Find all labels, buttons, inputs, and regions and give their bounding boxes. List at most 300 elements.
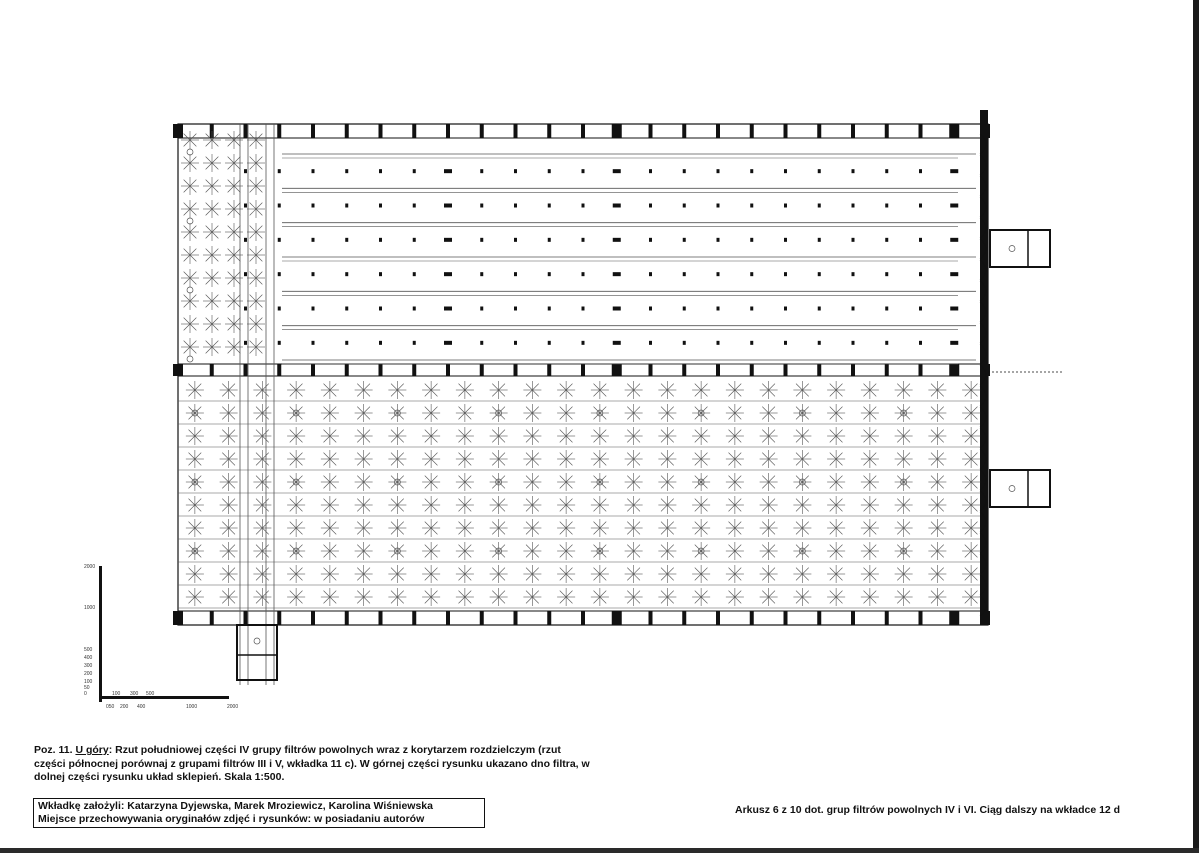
vault-rib [222, 528, 228, 534]
vault-rib [465, 482, 471, 488]
vault-rib [735, 482, 741, 488]
vault-rib [560, 505, 566, 511]
vault-rib [364, 522, 370, 528]
vault-rib [431, 482, 437, 488]
vault-rib [560, 476, 566, 482]
vault-rib [729, 430, 735, 436]
vault-rib [735, 568, 741, 574]
vault-rib [212, 255, 218, 261]
pier [716, 611, 720, 625]
vault-rib [769, 551, 775, 557]
vault-rib [836, 551, 842, 557]
vault-rib [661, 453, 667, 459]
vault-rib [769, 453, 775, 459]
vault-rib [864, 453, 870, 459]
pier [379, 364, 383, 376]
vault-rib [206, 180, 212, 186]
vault-rib [735, 591, 741, 597]
vault-rib [627, 459, 633, 465]
vault-rib [762, 407, 768, 413]
vault-rib [290, 574, 296, 580]
vault-rib [796, 430, 802, 436]
vault-rib [465, 591, 471, 597]
vault-rib [229, 482, 235, 488]
vault-rib [802, 574, 808, 580]
pier [649, 364, 653, 376]
vault-rib [465, 476, 471, 482]
annex-room [237, 625, 277, 680]
vault-rib [256, 255, 262, 261]
vault-rib [256, 568, 262, 574]
vault-rib [634, 459, 640, 465]
pier [784, 611, 788, 625]
channel-marker [244, 307, 247, 311]
vault-rib [667, 499, 673, 505]
vault-rib [499, 390, 505, 396]
vault-rib [465, 407, 471, 413]
vault-rib [256, 505, 262, 511]
vault-rib [526, 528, 532, 534]
vault-rib [971, 597, 977, 603]
vault-rib [796, 453, 802, 459]
vault-rib [212, 341, 218, 347]
vault-rib [971, 574, 977, 580]
vault-rib [357, 459, 363, 465]
vault-rib [762, 482, 768, 488]
vault-rib [189, 430, 195, 436]
channel-marker [480, 169, 483, 173]
vault-rib [695, 430, 701, 436]
vault-rib [425, 390, 431, 396]
vault-rib [290, 568, 296, 574]
channel-marker [480, 341, 483, 345]
vault-rib [526, 384, 532, 390]
vault-rib [330, 522, 336, 528]
vault-rib [290, 591, 296, 597]
vault-rib [459, 476, 465, 482]
vault-rib [465, 522, 471, 528]
vault-rib [459, 597, 465, 603]
vault-rib [661, 505, 667, 511]
vault-rib [904, 430, 910, 436]
vault-rib [729, 453, 735, 459]
vault-rib [701, 436, 707, 442]
channel-marker [950, 169, 958, 173]
vault-rib [190, 249, 196, 255]
vault-rib [228, 209, 234, 215]
vault-rib [195, 528, 201, 534]
vault-rib [256, 157, 262, 163]
vault-rib [290, 384, 296, 390]
vault-rib [796, 522, 802, 528]
scale-label: 100 [112, 691, 121, 697]
pier [817, 611, 821, 625]
vault-rib [206, 157, 212, 163]
pier [949, 124, 959, 138]
vault-rib [560, 574, 566, 580]
pier [784, 124, 788, 138]
channel-marker [649, 204, 652, 208]
vault-rib [931, 453, 937, 459]
vault-rib [431, 597, 437, 603]
vault-rib [206, 209, 212, 215]
vault-rib [830, 551, 836, 557]
vault-rib [222, 574, 228, 580]
vault-rib [256, 272, 262, 278]
vault-rib [937, 522, 943, 528]
vault-rib [769, 591, 775, 597]
vault-rib [532, 476, 538, 482]
vault-rib [296, 591, 302, 597]
vault-rib [234, 249, 240, 255]
vault-rib [661, 528, 667, 534]
vault-rib [729, 591, 735, 597]
vault-rib [864, 545, 870, 551]
vault-rib [364, 453, 370, 459]
vault-rib [566, 597, 572, 603]
vault-rib [729, 459, 735, 465]
vault-rib [904, 436, 910, 442]
vault-rib [566, 482, 572, 488]
vault-rib [600, 568, 606, 574]
vault-rib [864, 390, 870, 396]
vault-rib [830, 476, 836, 482]
channel-marker [852, 272, 855, 276]
channel-marker [312, 272, 315, 276]
vault-rib [492, 430, 498, 436]
vault-rib [769, 482, 775, 488]
vault-rib [870, 459, 876, 465]
vault-rib [695, 574, 701, 580]
vault-rib [769, 522, 775, 528]
vault-rib [870, 413, 876, 419]
vault-rib [222, 505, 228, 511]
vault-rib [364, 568, 370, 574]
vault-rib [695, 499, 701, 505]
channel-marker [750, 169, 753, 173]
vault-rib [206, 163, 212, 169]
channel-marker [444, 341, 452, 345]
vault-rib [212, 203, 218, 209]
vault-rib [431, 574, 437, 580]
channel-marker [345, 169, 348, 173]
vault-rib [870, 545, 876, 551]
vault-rib [762, 390, 768, 396]
vault-rib [425, 476, 431, 482]
vault-rib [965, 482, 971, 488]
vault-rib [229, 551, 235, 557]
channel-marker [514, 169, 517, 173]
vault-rib [735, 413, 741, 419]
vault-rib [190, 301, 196, 307]
channel-marker [514, 307, 517, 311]
vault-rib [594, 459, 600, 465]
pier [716, 364, 720, 376]
vault-rib [864, 505, 870, 511]
vault-rib [256, 476, 262, 482]
scale-label: 2000 [84, 564, 96, 570]
vault-rib [324, 591, 330, 597]
vault-rib [830, 390, 836, 396]
vault-rib [836, 522, 842, 528]
vault-rib [627, 482, 633, 488]
vault-rib [735, 384, 741, 390]
vault-rib [459, 545, 465, 551]
vault-rib [431, 453, 437, 459]
vault-rib [206, 295, 212, 301]
vault-rib [971, 499, 977, 505]
vault-rib [937, 384, 943, 390]
vault-rib [627, 453, 633, 459]
vault-rib [634, 574, 640, 580]
vault-rib [229, 528, 235, 534]
channel-marker [548, 341, 551, 345]
vault-rib [425, 499, 431, 505]
vault-rib [499, 499, 505, 505]
vault-rib [296, 384, 302, 390]
vault-rib [184, 295, 190, 301]
vault-rib [937, 436, 943, 442]
vault-rib [836, 482, 842, 488]
vault-rib [222, 459, 228, 465]
vault-rib [627, 384, 633, 390]
vault-rib [250, 180, 256, 186]
vault-rib [560, 407, 566, 413]
vault-rib [324, 459, 330, 465]
vault-rib [465, 390, 471, 396]
vault-rib [695, 384, 701, 390]
vault-rib [250, 278, 256, 284]
vault-rib [465, 436, 471, 442]
vault-rib [330, 568, 336, 574]
vault-rib [634, 505, 640, 511]
vault-rib [634, 430, 640, 436]
vault-rib [391, 574, 397, 580]
vault-rib [796, 384, 802, 390]
vault-rib [357, 574, 363, 580]
channel-marker [717, 169, 720, 173]
channel-marker [852, 307, 855, 311]
vault-rib [526, 545, 532, 551]
vault-rib [364, 430, 370, 436]
vault-rib [695, 453, 701, 459]
pier [446, 364, 450, 376]
channel-marker [514, 341, 517, 345]
vault-rib [965, 476, 971, 482]
vault-rib [729, 568, 735, 574]
vault-rib [256, 324, 262, 330]
pier [885, 124, 889, 138]
channel-marker [244, 169, 247, 173]
channel-marker [413, 238, 416, 242]
vault-rib [250, 295, 256, 301]
pier [682, 611, 686, 625]
vault-rib [229, 574, 235, 580]
vault-rib [465, 413, 471, 419]
vault-rib [526, 499, 532, 505]
vault-rib [222, 522, 228, 528]
channel-marker [278, 272, 281, 276]
vault-rib [189, 522, 195, 528]
vault-rib [836, 528, 842, 534]
vault-rib [830, 459, 836, 465]
vault-rib [212, 272, 218, 278]
vault-rib [256, 528, 262, 534]
vault-rib [769, 384, 775, 390]
vault-rib [560, 459, 566, 465]
vault-rib [431, 390, 437, 396]
vault-rib [532, 430, 538, 436]
channel-marker [444, 204, 452, 208]
channel-marker [717, 272, 720, 276]
vault-rib [190, 203, 196, 209]
vault-rib [228, 203, 234, 209]
vault-rib [560, 436, 566, 442]
vault-rib [937, 551, 943, 557]
vault-rib [357, 499, 363, 505]
pier [412, 124, 416, 138]
vault-rib [864, 476, 870, 482]
vault-rib [532, 591, 538, 597]
channel-marker [379, 169, 382, 173]
vault-rib [324, 568, 330, 574]
vault-rib [229, 453, 235, 459]
vault-rib [965, 568, 971, 574]
vault-rib [802, 597, 808, 603]
vault-rib [836, 574, 842, 580]
vault-rib [391, 597, 397, 603]
vault-rib [296, 499, 302, 505]
vault-rib [330, 384, 336, 390]
vault-rib [802, 591, 808, 597]
vault-rib [864, 459, 870, 465]
vault-rib [802, 430, 808, 436]
vault-rib [729, 522, 735, 528]
channel-marker [413, 169, 416, 173]
vault-rib [971, 545, 977, 551]
vault-rib [667, 384, 673, 390]
channel-marker [683, 341, 686, 345]
vault-rib [296, 574, 302, 580]
vault-rib [971, 522, 977, 528]
vault-rib [228, 341, 234, 347]
pier [514, 364, 518, 376]
vault-rib [296, 568, 302, 574]
channel-marker [444, 169, 452, 173]
channel-marker [683, 204, 686, 208]
channel-marker [683, 238, 686, 242]
pier [581, 364, 585, 376]
vault-rib [830, 568, 836, 574]
vault-rib [364, 591, 370, 597]
vault-rib [729, 551, 735, 557]
vault-rib [634, 522, 640, 528]
vault-rib [229, 407, 235, 413]
vault-rib [634, 568, 640, 574]
pier [919, 124, 923, 138]
vault-rib [594, 436, 600, 442]
vault-rib [634, 591, 640, 597]
vault-rib [667, 574, 673, 580]
vault-rib [931, 436, 937, 442]
vault-rib [256, 163, 262, 169]
vault-rib [184, 255, 190, 261]
vault-rib [802, 459, 808, 465]
vault-rib [190, 295, 196, 301]
vault-rib [492, 591, 498, 597]
vault-rib [391, 390, 397, 396]
vault-rib [769, 597, 775, 603]
vault-rib [870, 384, 876, 390]
vault-rib [971, 591, 977, 597]
vault-rib [594, 384, 600, 390]
vault-rib [830, 499, 836, 505]
vault-rib [189, 436, 195, 442]
vault-rib [965, 499, 971, 505]
vault-rib [330, 407, 336, 413]
vault-rib [627, 430, 633, 436]
vault-rib [600, 574, 606, 580]
vault-rib [897, 528, 903, 534]
vault-rib [222, 413, 228, 419]
vault-rib [937, 390, 943, 396]
vault-rib [206, 255, 212, 261]
vault-rib [290, 436, 296, 442]
vault-rib [256, 209, 262, 215]
vault-rib [931, 597, 937, 603]
vault-rib [667, 436, 673, 442]
vault-rib [532, 551, 538, 557]
vault-rib [965, 430, 971, 436]
pier [514, 611, 518, 625]
vault-rib [600, 390, 606, 396]
channel-marker [514, 238, 517, 242]
vault-rib [971, 476, 977, 482]
vault-rib [330, 459, 336, 465]
vault-rib [256, 545, 262, 551]
pier [547, 124, 551, 138]
vault-rib [864, 407, 870, 413]
vault-rib [897, 453, 903, 459]
vault-rib [234, 278, 240, 284]
vault-rib [695, 505, 701, 511]
vault-rib [250, 272, 256, 278]
vault-rib [937, 568, 943, 574]
vault-rib [769, 545, 775, 551]
pier [547, 611, 551, 625]
vault-rib [234, 295, 240, 301]
vault-rib [256, 347, 262, 353]
vault-rib [357, 528, 363, 534]
vault-rib [459, 459, 465, 465]
pier [851, 364, 855, 376]
vault-rib [830, 591, 836, 597]
vault-rib [229, 459, 235, 465]
vault-rib [330, 390, 336, 396]
vault-rib [560, 597, 566, 603]
vault-opening [254, 638, 260, 644]
vault-rib [634, 453, 640, 459]
vault-rib [250, 249, 256, 255]
vault-rib [391, 430, 397, 436]
vault-rib [222, 597, 228, 603]
vault-rib [600, 597, 606, 603]
vault-rib [769, 574, 775, 580]
channel-marker [852, 204, 855, 208]
vault-rib [634, 476, 640, 482]
vault-rib [931, 591, 937, 597]
vault-rib [762, 528, 768, 534]
